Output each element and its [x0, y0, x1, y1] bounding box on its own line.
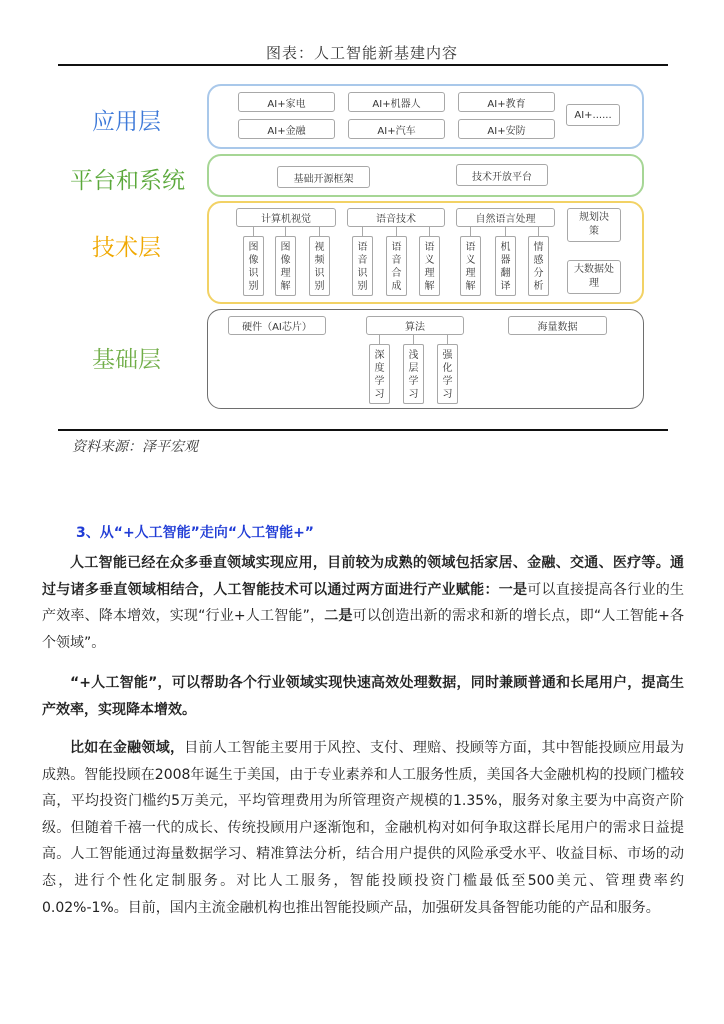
- top-rule: [58, 64, 668, 66]
- tech-group-title-speech: 语音技术: [347, 208, 445, 227]
- app-item-robot: AI+机器人: [348, 92, 445, 112]
- tech-sub-item: 图像理解: [275, 236, 296, 296]
- tech-side-planning: 规划决策: [567, 208, 621, 242]
- connector: [379, 335, 380, 344]
- connector: [413, 335, 414, 344]
- connector: [396, 227, 397, 236]
- bottom-rule: [58, 429, 668, 431]
- platform-item-openplatform: 技术开放平台: [456, 164, 548, 186]
- algorithm-sub-item: 深度学习: [369, 344, 390, 404]
- app-item-automobile: AI+汽车: [348, 119, 445, 139]
- layer-label-foundation: 基础层: [92, 347, 161, 373]
- figure-title: 图表：人工智能新基建内容: [265, 44, 458, 62]
- app-item-more: AI+......: [566, 104, 620, 126]
- app-item-security: AI+安防: [458, 119, 555, 139]
- section-heading: 3、从“+人工智能”走向“人工智能+”: [76, 525, 315, 541]
- app-item-education: AI+教育: [458, 92, 555, 112]
- tech-sub-item: 语音识别: [352, 236, 373, 296]
- tech-sub-item: 语义理解: [460, 236, 481, 296]
- connector: [319, 227, 320, 236]
- tech-sub-item: 图像识别: [243, 236, 264, 296]
- layer-label-technology: 技术层: [92, 235, 161, 261]
- paragraph-3: 比如在金融领域，目前人工智能主要用于风控、支付、理赔、投顾等方面，其中智能投顾应用最为成熟。智能投顾在2008年诞生于美国，由于专业素养和人工服务性质，美国各大金融机构的投顾门槛较高，平均投资门槛约5万美元，平均管理费用为所管理资产规模的1.35%，服务对象主要为中高资产阶级。但随着千禧一代的成长、传统投顾用户逐渐饱和，金融机构对如何争取这群长尾用户的需求日益提高。人工智能通过海量数据学习、精准算法分析，结合用户提供的风险承受水平、收益目标、市场的动态，进行个性化定制服务。对比人工服务，智能投顾投资门槛最低至500美元、管理费率约0.02%-1%。目前，国内主流金融机构也推出智能投顾产品，加强研发具备智能功能的产品和服务。: [42, 740, 685, 916]
- foundation-algorithm: 算法: [366, 316, 464, 335]
- connector: [470, 227, 471, 236]
- connector: [538, 227, 539, 236]
- platform-item-opensource: 基础开源框架: [277, 166, 370, 188]
- tech-group-title-nlp: 自然语言处理: [456, 208, 555, 227]
- platform-layer-panel: [207, 154, 644, 197]
- app-item-finance: AI+金融: [238, 119, 335, 139]
- layer-label-application: 应用层: [92, 109, 161, 135]
- tech-sub-item: 情感分析: [528, 236, 549, 296]
- tech-sub-item: 语义理解: [419, 236, 440, 296]
- layer-label-platform: 平台和系统: [70, 168, 185, 194]
- tech-group-title-vision: 计算机视觉: [236, 208, 336, 227]
- connector: [505, 227, 506, 236]
- paragraph-1: 人工智能已经在众多垂直领域实现应用，目前较为成熟的领域包括家居、金融、交通、医疗等。通过与诸多垂直领域相结合，人工智能技术可以通过两方面进行产业赋能：一是可以直接提高各行业的生产效率、降本增效，实现“行业+人工智能”，二是可以创造出新的需求和新的增长点，即“人工智能+各个领域”。: [42, 555, 685, 651]
- app-item-appliance: AI+家电: [238, 92, 335, 112]
- foundation-hardware: 硬件（AI芯片）: [228, 316, 326, 335]
- algorithm-sub-item: 浅层学习: [403, 344, 424, 404]
- connector: [429, 227, 430, 236]
- connector: [362, 227, 363, 236]
- tech-side-bigdata: 大数据处理: [567, 260, 621, 294]
- connector: [285, 227, 286, 236]
- algorithm-sub-item: 强化学习: [437, 344, 458, 404]
- tech-sub-item: 语音合成: [386, 236, 407, 296]
- connector: [253, 227, 254, 236]
- tech-sub-item: 视频识别: [309, 236, 330, 296]
- connector: [447, 335, 448, 344]
- tech-sub-item: 机器翻译: [495, 236, 516, 296]
- paragraph-2: “+人工智能”，可以帮助各个行业领域实现快速高效处理数据，同时兼顾普通和长尾用户，提高生产效率，实现降本增效。: [42, 675, 684, 718]
- foundation-data: 海量数据: [508, 316, 607, 335]
- figure-source: 资料来源：泽平宏观: [72, 439, 198, 455]
